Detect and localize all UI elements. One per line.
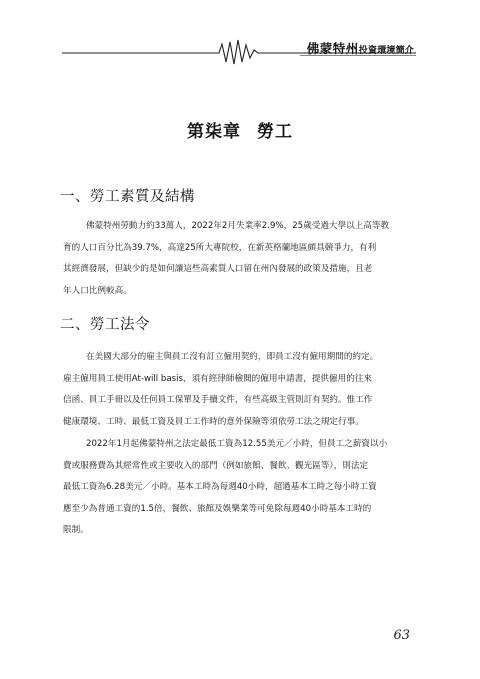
paragraph-line: 在美國大部分的雇主與員工沒有訂立僱用契約，即員工沒有僱用期間的約定。 xyxy=(86,352,379,362)
header-decoration xyxy=(0,0,480,70)
chapter-title: 勞工 xyxy=(257,122,293,142)
chapter-number: 第柒章 xyxy=(187,122,241,142)
header-title-sub: 投資環境簡介 xyxy=(358,46,414,56)
section-title-labor-quality: 一、勞工素質及結構 xyxy=(60,189,195,205)
paragraph-employment-contract xyxy=(63,347,420,433)
page-number: 63 xyxy=(393,628,410,643)
paragraph-line: 雇主僱用員工使用At-will basis，須有經律師檢閱的僱用申請書，提供僱用的往來 xyxy=(63,373,372,384)
paragraph-line: 佛蒙特州勞動力約33萬人，2022年2月失業率2.9%，25歲受過大學以上高等教 xyxy=(86,221,390,231)
paragraph-line: 年人口比例較高。 xyxy=(63,285,132,296)
paragraph-minimum-wage xyxy=(63,434,420,542)
paragraph-line: 限制。 xyxy=(63,525,89,535)
paragraph-line: 其經濟發展，但缺少的是如何讓這些高素質人口留在州內發展的政策及措施，且老 xyxy=(63,264,373,274)
paragraph-line: 費或服務費為其經常性或主要收入的部門（例如旅館、餐飲、觀光區等），則法定 xyxy=(63,460,369,471)
paragraph-line: 信函、員工手冊以及任何員工保單及手續文件，有些高級主管則訂有契約。惟工作 xyxy=(63,395,373,405)
paragraph-line: 應至少為普通工資的1.5倍，餐飲、旅館及娛樂業等可免除每週40小時基本工時的 xyxy=(63,503,372,514)
paragraph-line: 最低工資為6.28美元／小時。基本工時為每週40小時，超過基本工時之每小時工資 xyxy=(63,482,377,492)
header-zigzag xyxy=(215,40,300,64)
chapter-heading xyxy=(0,117,480,142)
section-title-labor-law: 二、勞工法令 xyxy=(60,317,150,333)
paragraph-line: 育的人口百分比為39.7%，高達25所大專院校，在新英格蘭地區頗具競爭力，有利 xyxy=(63,242,377,253)
paragraph-labor-force xyxy=(63,216,420,302)
header-title-main: 佛蒙特州 xyxy=(306,41,359,56)
paragraph-line: 2022年1月起佛蒙特州之法定最低工資為12.55美元／小時，但員工之薪資以小 xyxy=(86,439,388,449)
page-header xyxy=(0,0,480,70)
paragraph-line: 健康環境、工時、最低工資及員工工作時的意外保險等須依勞工法之規定行事。 xyxy=(63,416,364,427)
header-title xyxy=(307,41,414,58)
